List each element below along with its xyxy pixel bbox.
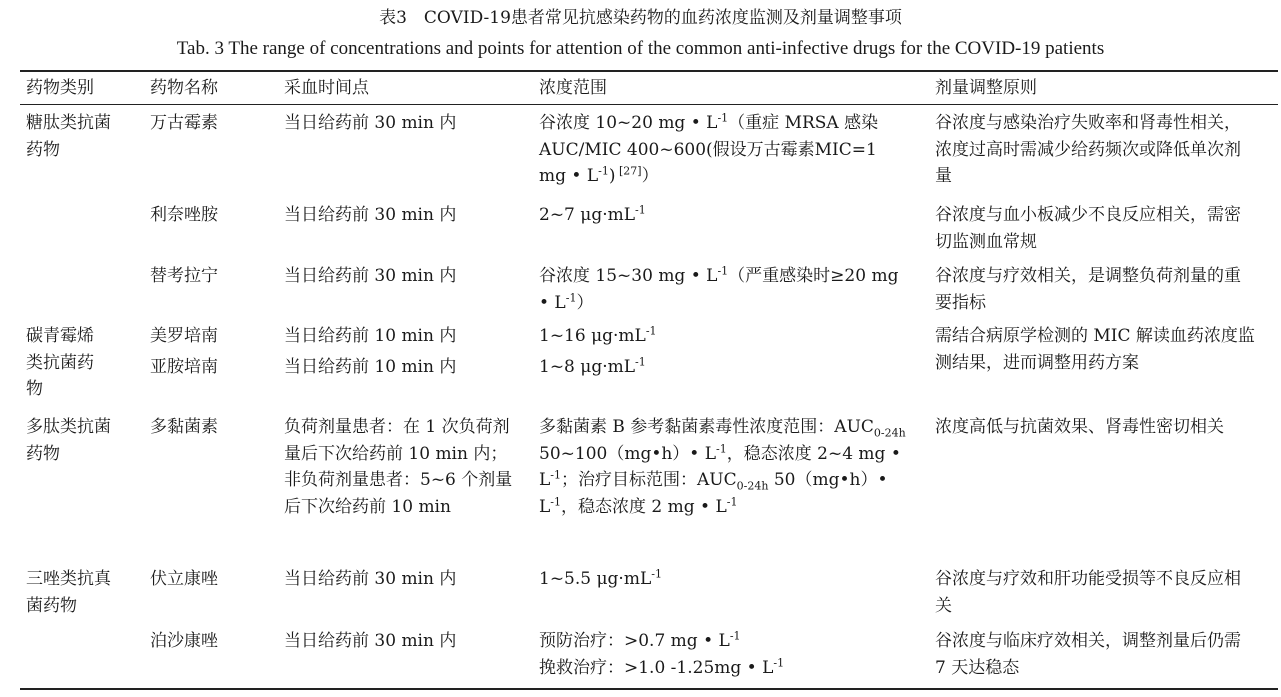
range-text: 1~8 μg·mL xyxy=(539,357,636,377)
range-line xyxy=(539,655,907,682)
exponent: -1 xyxy=(635,355,646,369)
exponent: -1 xyxy=(645,324,657,338)
principle-carbapenem: 需结合病原学检测的 MIC 解读血药浓度监测结果，进而调整用药方案 xyxy=(935,326,1255,373)
principle-linezolid: 谷浓度与血小板减少不良反应相关，需密切监测血常规 xyxy=(935,205,1241,252)
range-text: ) xyxy=(608,166,616,186)
principle-voriconazole: 谷浓度与疗效和肝功能受损等不良反应相关 xyxy=(935,569,1241,616)
exponent: -1 xyxy=(598,164,609,178)
exponent: -1 xyxy=(651,567,662,581)
bottom-rule xyxy=(20,688,1278,690)
drug-name-teicoplanin: 替考拉宁 xyxy=(150,266,218,286)
range-text: （重症 MRSA 感染 AUC/MIC 400~600(假设万古霉素MIC=1 mg • L xyxy=(539,113,879,186)
drug-name-linezolid: 利奈唑胺 xyxy=(150,205,218,225)
range-text: ；治疗目标范围：AUC xyxy=(561,470,737,490)
range-text: 多黏菌素 B 参考黏菌素毒性浓度范围：AUC xyxy=(539,417,874,437)
header-drug-name: 药物名称 xyxy=(150,78,218,98)
header-concentration-range: 浓度范围 xyxy=(539,78,607,98)
concentration-range-polymyxin xyxy=(539,414,907,520)
exponent: -1 xyxy=(550,494,562,508)
category-carbapenem: 碳青霉烯类抗菌药物 xyxy=(26,326,94,399)
sampling-time-posaconazole: 当日给药前 30 min 内 xyxy=(284,631,457,651)
range-text: （严重感染时≥20 mg • L xyxy=(539,266,899,313)
exponent: -1 xyxy=(717,264,729,278)
concentration-range-vancomycin xyxy=(539,110,907,190)
range-text: 预防治疗：>0.7 mg • L xyxy=(539,631,730,651)
sampling-time-meropenem: 当日给药前 10 min 内 xyxy=(284,326,457,346)
concentration-range-linezolid xyxy=(539,202,907,229)
principle-teicoplanin: 谷浓度与疗效相关，是调整负荷剂量的重要指标 xyxy=(935,266,1241,313)
sampling-time-voriconazole: 当日给药前 30 min 内 xyxy=(284,569,457,589)
subscript: 0-24h xyxy=(873,426,906,440)
sampling-time-vancomycin: 当日给药前 30 min 内 xyxy=(284,113,457,133)
range-text: 谷浓度 10~20 mg • L xyxy=(539,113,718,133)
range-text: 2~7 μg·mL xyxy=(539,205,636,225)
range-text: 挽救治疗：>1.0 -1.25mg • L xyxy=(539,657,774,678)
drug-name-imipenem: 亚胺培南 xyxy=(150,357,218,377)
range-text: ，稳态浓度 2~4 mg • L xyxy=(539,443,901,490)
drug-name-meropenem: 美罗培南 xyxy=(150,326,218,346)
exponent: -1 xyxy=(550,468,562,482)
principle-polymyxin: 浓度高低与抗菌效果、肾毒性密切相关 xyxy=(935,417,1224,437)
concentration-range-teicoplanin xyxy=(539,263,907,316)
category-glycopeptide: 糖肽类抗菌药物 xyxy=(26,113,111,160)
drug-name-voriconazole: 伏立康唑 xyxy=(150,569,218,589)
header-sampling-time: 采血时间点 xyxy=(284,78,369,98)
header-adjustment-principle: 剂量调整原则 xyxy=(935,78,1037,98)
header-rule xyxy=(20,104,1278,105)
exponent: -1 xyxy=(635,203,646,217)
sampling-time-linezolid: 当日给药前 30 min 内 xyxy=(284,205,457,225)
range-text: 50（mg•h）• L xyxy=(539,470,888,517)
range-text: ） xyxy=(641,166,659,186)
exponent: -1 xyxy=(716,441,727,455)
category-triazole: 三唑类抗真菌药物 xyxy=(26,569,111,616)
concentration-range-imipenem xyxy=(539,354,907,381)
range-text: ） xyxy=(576,292,594,313)
exponent: -1 xyxy=(729,629,741,643)
drug-name-posaconazole: 泊沙康唑 xyxy=(150,631,218,651)
subscript: 0-24h xyxy=(736,479,769,493)
range-text: 谷浓度 15~30 mg • L xyxy=(539,266,718,286)
range-line xyxy=(539,628,907,655)
principle-posaconazole: 谷浓度与临床疗效相关，调整剂量后仍需 7 天达稳态 xyxy=(935,631,1241,678)
range-text: ，稳态浓度 2 mg • L xyxy=(561,496,727,517)
header-category: 药物类别 xyxy=(26,78,94,98)
drug-name-polymyxin: 多黏菌素 xyxy=(150,417,218,437)
concentration-range-voriconazole xyxy=(539,566,907,593)
concentration-range-posaconazole xyxy=(539,628,907,681)
sampling-time-imipenem: 当日给药前 10 min 内 xyxy=(284,357,457,377)
exponent: -1 xyxy=(726,494,738,508)
principle-vancomycin: 谷浓度与感染治疗失败率和肾毒性相关，浓度过高时需减少给药频次或降低单次剂量 xyxy=(935,113,1241,186)
exponent: -1 xyxy=(717,111,729,125)
top-rule xyxy=(20,70,1278,72)
reference-citation: [27] xyxy=(615,164,642,178)
exponent: -1 xyxy=(565,290,577,304)
range-text: 50~100（mg•h）• L xyxy=(539,443,717,464)
table-caption-en: Tab. 3 The range of concentrations and points for attention of the common anti-infective drugs for the COVID-19 patients xyxy=(176,38,1105,59)
sampling-time-teicoplanin: 当日给药前 30 min 内 xyxy=(284,266,457,286)
range-text: 1~5.5 μg·mL xyxy=(539,569,652,589)
sampling-time-polymyxin: 负荷剂量患者：在 1 次负荷剂量后下次给药前 10 min 内；非负荷剂量患者：5~6 个剂量后下次给药前 10 min xyxy=(284,417,513,517)
category-polypeptide: 多肽类抗菌药物 xyxy=(26,417,111,464)
table-caption-cn: 表3 COVID-19患者常见抗感染药物的血药浓度监测及剂量调整事项 xyxy=(379,8,902,28)
exponent: -1 xyxy=(773,655,785,669)
concentration-range-meropenem xyxy=(539,323,907,350)
drug-name-vancomycin: 万古霉素 xyxy=(150,113,218,133)
range-text: 1~16 μg·mL xyxy=(539,326,646,346)
